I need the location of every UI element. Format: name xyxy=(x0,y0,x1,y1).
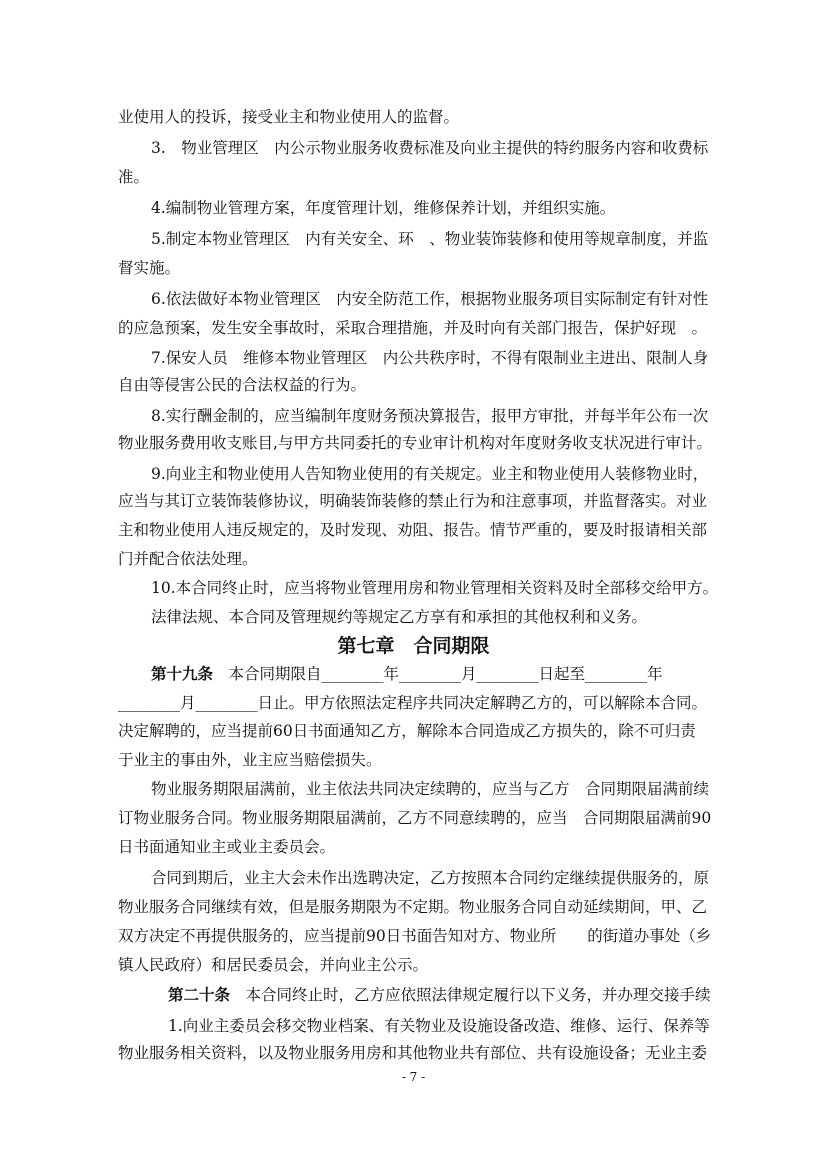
body-line: 日书面通知业主或业主委员会。 xyxy=(118,838,336,856)
body-line: 合同到期后，业主大会未作出选聘决定，乙方按照本合同约定继续提供服务的，原 xyxy=(151,869,710,887)
body-line: 应当与其订立装饰装修协议，明确装饰装修的禁止行为和注意事项，并监督落实。对业 xyxy=(118,492,708,510)
body-line: 1.向业主委员会移交物业档案、有关物业及设施设备改造、维修、运行、保养等 xyxy=(168,1017,710,1035)
body-line: 6.依法做好本物业管理区 内安全防范工作，根据物业服务项目实际制定有针对性 xyxy=(151,290,709,308)
body-line: 镇人民政府）和居民委员会，并向业主公示。 xyxy=(118,956,429,974)
article-19-line xyxy=(151,664,741,684)
body-line: 业使用人的投诉，接受业主和物业使用人的监督。 xyxy=(118,108,460,126)
body-line: 物业服务期限届满前，业主依法共同决定续聘的，应当与乙方 合同期限届满前续 xyxy=(151,780,710,798)
article-20-line xyxy=(168,985,758,1005)
body-line: 4.编制物业管理方案，年度管理计划，维修保养计划，并组织实施。 xyxy=(151,199,616,217)
page-number: - 7 - xyxy=(401,1070,426,1084)
body-line: 决定解聘的，应当提前60日书面通知乙方，解除本合同造成乙方损失的，除不可归责 xyxy=(118,722,696,740)
body-line: 自由等侵害公民的合法权益的行为。 xyxy=(118,376,367,394)
chapter-title: 第七章 合同期限 xyxy=(337,635,490,657)
article-19-text: 本合同期限自________年________月________日起至________年 xyxy=(213,665,663,683)
body-line: 9.向业主和物业使用人告知物业使用的有关规定。业主和物业使用人装修物业时， xyxy=(151,465,709,483)
body-line: 于业主的事由外，业主应当赔偿损失。 xyxy=(118,751,382,769)
body-line: 法律法规、本合同及管理规约等规定乙方享有和承担的其他权利和义务。 xyxy=(151,608,648,626)
article-20-label: 第二十条 xyxy=(168,986,231,1004)
body-line: 主和物业使用人违反规定的，及时发现、劝阻、报告。情节严重的，要及时报请相关部 xyxy=(118,521,708,539)
body-line: 物业服务合同继续有效，但是服务期限为不定期。物业服务合同自动延续期间，甲、乙 xyxy=(118,898,708,916)
body-line: 10.本合同终止时，应当将物业管理用房和物业管理相关资料及时全部移交给甲方。 xyxy=(151,579,719,597)
article-20-text: 本合同终止时，乙方应依照法律规定履行以下义务，并办理交接手续 xyxy=(230,986,711,1004)
body-line: ________月________日止。甲方依照法定程序共同决定解聘乙方的，可以解除本合同。 xyxy=(118,694,708,712)
body-line: 门并配合依法处理。 xyxy=(118,550,258,568)
body-line: 双方决定不再提供服务的，应当提前90日书面告知对方、物业所 的街道办事处（乡 xyxy=(118,927,712,945)
article-19-label: 第十九条 xyxy=(151,665,214,683)
body-line: 订物业服务合同。物业服务期限届满前，乙方不同意续聘的，应当 合同期限届满前90 xyxy=(118,809,712,827)
body-line: 8.实行酬金制的，应当编制年度财务预决算报告，报甲方审批，并每半年公布一次 xyxy=(151,407,709,425)
body-line: 准。 xyxy=(118,168,150,186)
body-line: 7.保安人员 维修本物业管理区 内公共秩序时，不得有限制业主进出、限制人身 xyxy=(151,349,709,367)
body-line: 督实施。 xyxy=(118,259,181,277)
body-line: 的应急预案，发生安全事故时，采取合理措施，并及时向有关部门报告，保护好现 。 xyxy=(118,319,708,337)
body-line: 3. 物业管理区 内公示物业服务收费标准及向业主提供的特约服务内容和收费标 xyxy=(151,139,709,157)
body-line: 物业服务相关资料，以及物业服务用房和其他物业共有部位、共有设施设备；无业主委 xyxy=(118,1044,708,1062)
body-line: 物业服务费用收支账目,与甲方共同委托的专业审计机构对年度财务收支状况进行审计。 xyxy=(118,434,712,452)
body-line: 5.制定本物业管理区 内有关安全、环 、物业装饰装修和使用等规章制度，并监 xyxy=(151,230,709,248)
